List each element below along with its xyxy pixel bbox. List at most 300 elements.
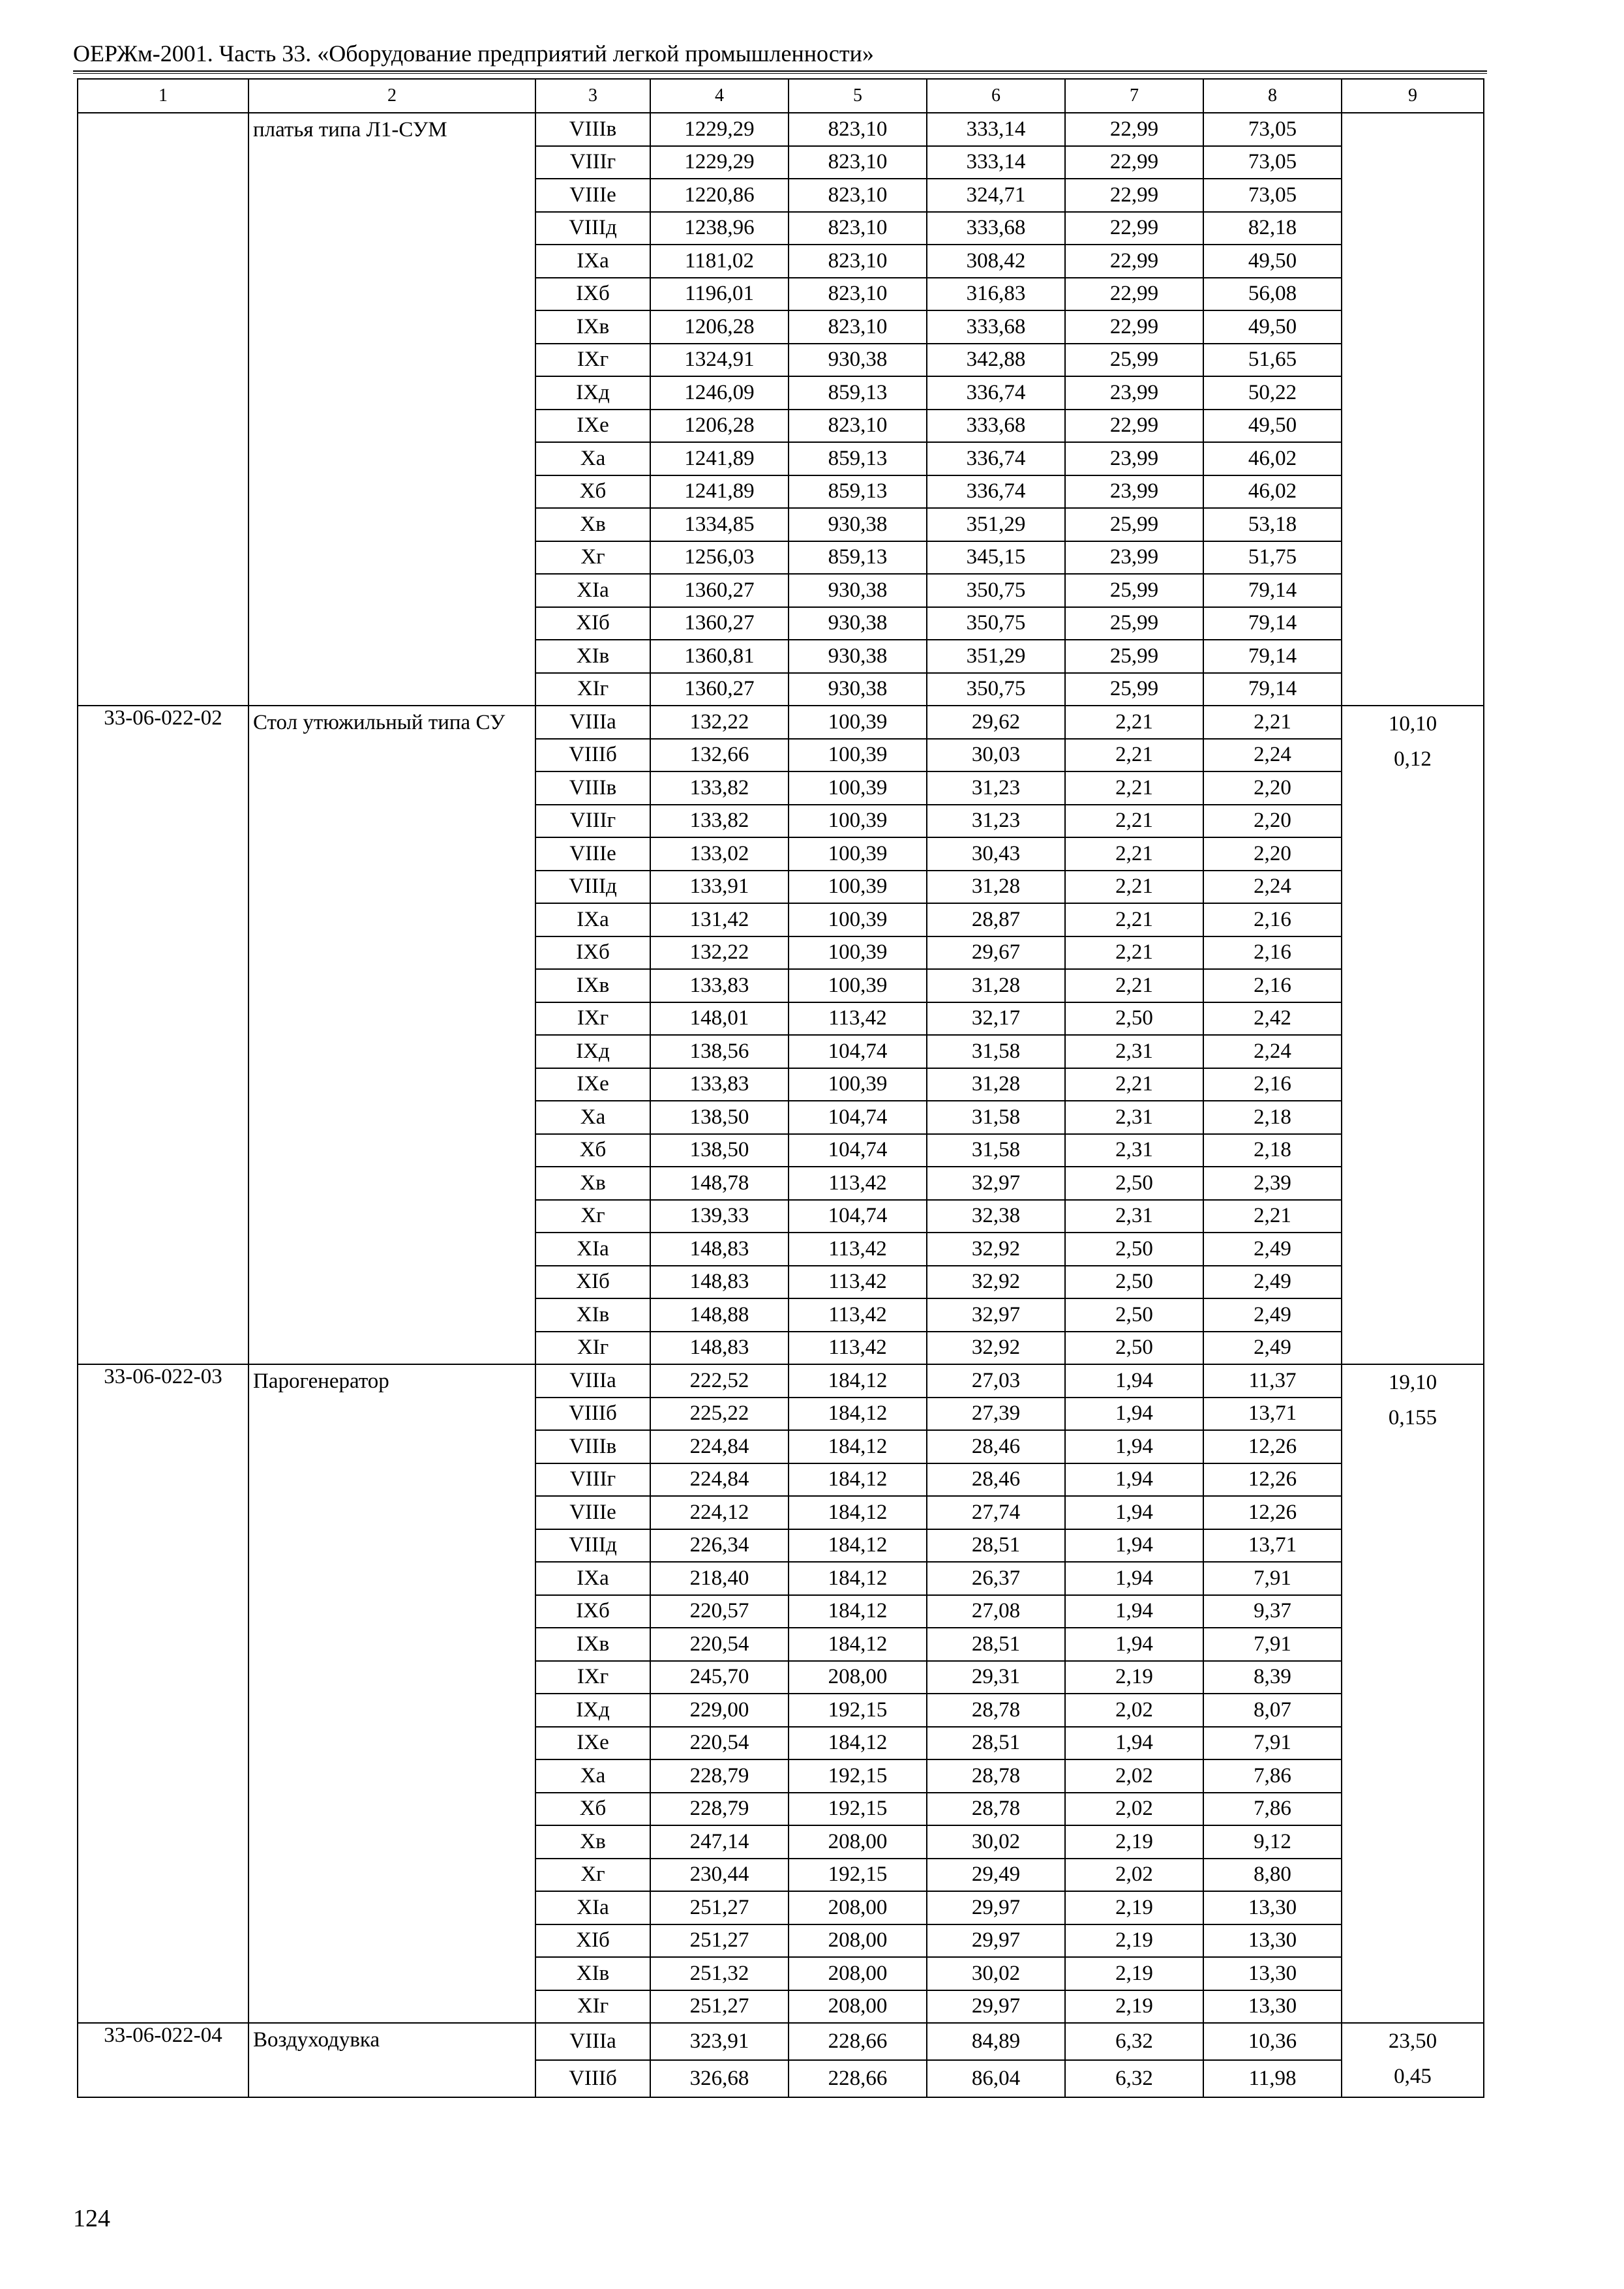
value-cell: 100,39 bbox=[789, 936, 927, 970]
value-cell: 184,12 bbox=[789, 1727, 927, 1760]
zone-cell: VIIIд bbox=[535, 212, 650, 245]
value-cell: 859,13 bbox=[789, 475, 927, 509]
zone-cell: Хг bbox=[535, 541, 650, 575]
value-cell: 2,16 bbox=[1203, 969, 1342, 1002]
value-cell: 1238,96 bbox=[650, 212, 789, 245]
value-cell: 13,30 bbox=[1203, 1891, 1342, 1924]
value-cell: 29,97 bbox=[927, 1924, 1065, 1958]
value-cell: 218,40 bbox=[650, 1562, 789, 1595]
value-cell: 342,88 bbox=[927, 344, 1065, 377]
zone-cell: ХIв bbox=[535, 1298, 650, 1332]
zone-cell: ХIа bbox=[535, 1233, 650, 1266]
value-cell: 29,67 bbox=[927, 936, 1065, 970]
zone-cell: Хб bbox=[535, 1793, 650, 1826]
value-cell: 2,02 bbox=[1065, 1759, 1203, 1793]
value-cell: 350,75 bbox=[927, 574, 1065, 607]
value-cell: 1360,27 bbox=[650, 574, 789, 607]
value-cell: 1246,09 bbox=[650, 376, 789, 410]
value-cell: 184,12 bbox=[789, 1562, 927, 1595]
value-cell: 10,36 bbox=[1203, 2023, 1342, 2060]
value-cell: 224,84 bbox=[650, 1430, 789, 1463]
value-cell: 29,97 bbox=[927, 1891, 1065, 1924]
value-cell: 7,86 bbox=[1203, 1759, 1342, 1793]
value-cell: 2,20 bbox=[1203, 805, 1342, 838]
value-cell: 11,98 bbox=[1203, 2060, 1342, 2097]
equipment-name: Воздуходувка bbox=[248, 2023, 535, 2097]
value-cell: 184,12 bbox=[789, 1398, 927, 1431]
zone-cell: VIIIе bbox=[535, 837, 650, 871]
equipment-name: Парогенератор bbox=[248, 1364, 535, 2023]
value-cell: 336,74 bbox=[927, 475, 1065, 509]
value-cell: 132,66 bbox=[650, 739, 789, 772]
value-cell: 28,78 bbox=[927, 1793, 1065, 1826]
value-cell: 1334,85 bbox=[650, 508, 789, 541]
value-cell: 84,89 bbox=[927, 2023, 1065, 2060]
value-cell: 104,74 bbox=[789, 1035, 927, 1068]
zone-cell: VIIIб bbox=[535, 2060, 650, 2097]
value-cell: 13,71 bbox=[1203, 1398, 1342, 1431]
value-cell: 56,08 bbox=[1203, 278, 1342, 311]
value-cell: 228,79 bbox=[650, 1759, 789, 1793]
zone-cell: IХг bbox=[535, 344, 650, 377]
value-cell: 2,16 bbox=[1203, 903, 1342, 936]
value-cell: 2,21 bbox=[1065, 871, 1203, 904]
zone-cell: IХа bbox=[535, 1562, 650, 1595]
value-cell: 49,50 bbox=[1203, 245, 1342, 278]
value-cell: 208,00 bbox=[789, 1990, 927, 2024]
value-cell: 113,42 bbox=[789, 1298, 927, 1332]
value-cell: 208,00 bbox=[789, 1957, 927, 1990]
value-cell: 6,32 bbox=[1065, 2060, 1203, 2097]
value-cell: 22,99 bbox=[1065, 278, 1203, 311]
value-cell: 12,26 bbox=[1203, 1463, 1342, 1497]
value-cell: 2,20 bbox=[1203, 771, 1342, 805]
value-cell: 2,31 bbox=[1065, 1200, 1203, 1233]
value-cell: 100,39 bbox=[789, 739, 927, 772]
value-cell: 1,94 bbox=[1065, 1463, 1203, 1497]
value-cell: 28,46 bbox=[927, 1430, 1065, 1463]
zone-cell: Хв bbox=[535, 508, 650, 541]
column-9-value: 19,10 bbox=[1388, 1371, 1437, 1394]
equipment-name: платья типа Л1-СУМ bbox=[248, 113, 535, 706]
value-cell: 113,42 bbox=[789, 1332, 927, 1365]
value-cell: 1,94 bbox=[1065, 1595, 1203, 1628]
value-cell: 224,84 bbox=[650, 1463, 789, 1497]
value-cell: 251,27 bbox=[650, 1924, 789, 1958]
value-cell: 2,50 bbox=[1065, 1298, 1203, 1332]
value-cell: 1229,29 bbox=[650, 113, 789, 146]
price-table bbox=[77, 78, 1484, 2098]
value-cell: 27,39 bbox=[927, 1398, 1065, 1431]
value-cell: 9,12 bbox=[1203, 1825, 1342, 1859]
value-cell: 192,15 bbox=[789, 1694, 927, 1727]
value-cell: 6,32 bbox=[1065, 2023, 1203, 2060]
zone-cell: IХг bbox=[535, 1661, 650, 1694]
zone-cell: VIIIб bbox=[535, 1398, 650, 1431]
value-cell: 2,21 bbox=[1203, 1200, 1342, 1233]
value-cell: 930,38 bbox=[789, 673, 927, 706]
value-cell: 308,42 bbox=[927, 245, 1065, 278]
value-cell: 2,24 bbox=[1203, 1035, 1342, 1068]
zone-cell: Хб bbox=[535, 1134, 650, 1167]
value-cell: 7,91 bbox=[1203, 1562, 1342, 1595]
value-cell: 25,99 bbox=[1065, 344, 1203, 377]
value-cell: 2,19 bbox=[1065, 1891, 1203, 1924]
value-cell: 100,39 bbox=[789, 771, 927, 805]
value-cell: 184,12 bbox=[789, 1496, 927, 1529]
value-cell: 2,21 bbox=[1065, 805, 1203, 838]
value-cell: 2,24 bbox=[1203, 871, 1342, 904]
zone-cell: IХд bbox=[535, 376, 650, 410]
value-cell: 79,14 bbox=[1203, 673, 1342, 706]
value-cell: 930,38 bbox=[789, 574, 927, 607]
column-9-value: 0,45 bbox=[1394, 2065, 1432, 2088]
value-cell: 29,97 bbox=[927, 1990, 1065, 2024]
value-cell: 46,02 bbox=[1203, 442, 1342, 475]
column-header: 5 bbox=[789, 79, 927, 113]
value-cell: 138,56 bbox=[650, 1035, 789, 1068]
zone-cell: Хб bbox=[535, 475, 650, 509]
zone-cell: ХIа bbox=[535, 1891, 650, 1924]
column-header: 8 bbox=[1203, 79, 1342, 113]
zone-cell: ХIб bbox=[535, 1266, 650, 1299]
value-cell: 31,28 bbox=[927, 1068, 1065, 1101]
value-cell: 2,31 bbox=[1065, 1134, 1203, 1167]
value-cell: 2,50 bbox=[1065, 1233, 1203, 1266]
value-cell: 25,99 bbox=[1065, 673, 1203, 706]
value-cell: 31,58 bbox=[927, 1035, 1065, 1068]
value-cell: 2,18 bbox=[1203, 1101, 1342, 1134]
value-cell: 100,39 bbox=[789, 1068, 927, 1101]
value-cell: 22,99 bbox=[1065, 146, 1203, 179]
value-cell: 251,32 bbox=[650, 1957, 789, 1990]
value-cell: 230,44 bbox=[650, 1859, 789, 1892]
value-cell: 1,94 bbox=[1065, 1562, 1203, 1595]
value-cell: 8,07 bbox=[1203, 1694, 1342, 1727]
value-cell: 79,14 bbox=[1203, 607, 1342, 640]
value-cell: 228,79 bbox=[650, 1793, 789, 1826]
value-cell: 1181,02 bbox=[650, 245, 789, 278]
zone-cell: Ха bbox=[535, 1101, 650, 1134]
zone-cell: IХа bbox=[535, 245, 650, 278]
value-cell: 133,82 bbox=[650, 805, 789, 838]
value-cell: 113,42 bbox=[789, 1266, 927, 1299]
value-cell: 31,28 bbox=[927, 969, 1065, 1002]
value-cell: 28,78 bbox=[927, 1759, 1065, 1793]
zone-cell: VIIIв bbox=[535, 113, 650, 146]
value-cell: 184,12 bbox=[789, 1628, 927, 1661]
value-cell: 28,46 bbox=[927, 1463, 1065, 1497]
value-cell: 139,33 bbox=[650, 1200, 789, 1233]
value-cell: 49,50 bbox=[1203, 310, 1342, 344]
resource-code: 33-06-022-03 bbox=[78, 1364, 248, 2023]
column-9-values bbox=[1342, 2023, 1484, 2097]
value-cell: 26,37 bbox=[927, 1562, 1065, 1595]
page-header-title: ОЕРЖм-2001. Часть 33. «Оборудование предприятий легкой промышленности» bbox=[73, 40, 874, 67]
zone-cell: IХв bbox=[535, 1628, 650, 1661]
value-cell: 7,86 bbox=[1203, 1793, 1342, 1826]
value-cell: 345,15 bbox=[927, 541, 1065, 575]
value-cell: 2,50 bbox=[1065, 1266, 1203, 1299]
value-cell: 1,94 bbox=[1065, 1364, 1203, 1398]
column-9-value: 23,50 bbox=[1388, 2029, 1437, 2053]
value-cell: 2,19 bbox=[1065, 1825, 1203, 1859]
value-cell: 29,31 bbox=[927, 1661, 1065, 1694]
column-header: 9 bbox=[1342, 79, 1484, 113]
value-cell: 1,94 bbox=[1065, 1496, 1203, 1529]
value-cell: 27,74 bbox=[927, 1496, 1065, 1529]
value-cell: 31,23 bbox=[927, 805, 1065, 838]
value-cell: 1241,89 bbox=[650, 442, 789, 475]
table-row bbox=[78, 113, 1484, 146]
value-cell: 31,58 bbox=[927, 1134, 1065, 1167]
value-cell: 224,12 bbox=[650, 1496, 789, 1529]
value-cell: 148,78 bbox=[650, 1167, 789, 1200]
column-header: 4 bbox=[650, 79, 789, 113]
table-body bbox=[78, 113, 1484, 2097]
value-cell: 31,58 bbox=[927, 1101, 1065, 1134]
value-cell: 50,22 bbox=[1203, 376, 1342, 410]
value-cell: 2,19 bbox=[1065, 1661, 1203, 1694]
value-cell: 113,42 bbox=[789, 1002, 927, 1036]
value-cell: 350,75 bbox=[927, 673, 1065, 706]
value-cell: 13,71 bbox=[1203, 1529, 1342, 1563]
value-cell: 336,74 bbox=[927, 376, 1065, 410]
zone-cell: VIIIд bbox=[535, 1529, 650, 1563]
value-cell: 100,39 bbox=[789, 837, 927, 871]
value-cell: 208,00 bbox=[789, 1924, 927, 1958]
value-cell: 133,83 bbox=[650, 969, 789, 1002]
value-cell: 1206,28 bbox=[650, 310, 789, 344]
value-cell: 333,14 bbox=[927, 146, 1065, 179]
value-cell: 2,21 bbox=[1065, 1068, 1203, 1101]
value-cell: 859,13 bbox=[789, 541, 927, 575]
zone-cell: Хг bbox=[535, 1859, 650, 1892]
column-header: 2 bbox=[248, 79, 535, 113]
value-cell: 1229,29 bbox=[650, 146, 789, 179]
zone-cell: ХIг bbox=[535, 1990, 650, 2024]
column-header: 6 bbox=[927, 79, 1065, 113]
value-cell: 73,05 bbox=[1203, 113, 1342, 146]
zone-cell: ХIб bbox=[535, 607, 650, 640]
zone-cell: VIIIа bbox=[535, 1364, 650, 1398]
value-cell: 208,00 bbox=[789, 1661, 927, 1694]
value-cell: 132,22 bbox=[650, 936, 789, 970]
zone-cell: VIIIг bbox=[535, 805, 650, 838]
value-cell: 148,83 bbox=[650, 1266, 789, 1299]
value-cell: 2,21 bbox=[1065, 936, 1203, 970]
value-cell: 316,83 bbox=[927, 278, 1065, 311]
zone-cell: ХIг bbox=[535, 1332, 650, 1365]
value-cell: 148,88 bbox=[650, 1298, 789, 1332]
value-cell: 2,20 bbox=[1203, 837, 1342, 871]
value-cell: 133,02 bbox=[650, 837, 789, 871]
value-cell: 1360,27 bbox=[650, 673, 789, 706]
value-cell: 2,16 bbox=[1203, 1068, 1342, 1101]
value-cell: 31,28 bbox=[927, 871, 1065, 904]
value-cell: 9,37 bbox=[1203, 1595, 1342, 1628]
value-cell: 2,50 bbox=[1065, 1332, 1203, 1365]
value-cell: 82,18 bbox=[1203, 212, 1342, 245]
value-cell: 23,99 bbox=[1065, 541, 1203, 575]
zone-cell: Хв bbox=[535, 1825, 650, 1859]
value-cell: 222,52 bbox=[650, 1364, 789, 1398]
column-9-value: 0,155 bbox=[1388, 1406, 1437, 1429]
value-cell: 823,10 bbox=[789, 410, 927, 443]
value-cell: 148,83 bbox=[650, 1233, 789, 1266]
value-cell: 2,49 bbox=[1203, 1298, 1342, 1332]
table-row bbox=[78, 2023, 1484, 2060]
value-cell: 131,42 bbox=[650, 903, 789, 936]
value-cell: 859,13 bbox=[789, 442, 927, 475]
zone-cell: VIIIа bbox=[535, 706, 650, 739]
column-9-value: 0,12 bbox=[1394, 747, 1432, 771]
value-cell: 148,01 bbox=[650, 1002, 789, 1036]
value-cell: 22,99 bbox=[1065, 212, 1203, 245]
value-cell: 323,91 bbox=[650, 2023, 789, 2060]
value-cell: 22,99 bbox=[1065, 113, 1203, 146]
value-cell: 2,31 bbox=[1065, 1035, 1203, 1068]
value-cell: 930,38 bbox=[789, 607, 927, 640]
value-cell: 2,42 bbox=[1203, 1002, 1342, 1036]
value-cell: 13,30 bbox=[1203, 1957, 1342, 1990]
value-cell: 51,75 bbox=[1203, 541, 1342, 575]
value-cell: 138,50 bbox=[650, 1134, 789, 1167]
value-cell: 2,21 bbox=[1065, 706, 1203, 739]
value-cell: 79,14 bbox=[1203, 574, 1342, 607]
value-cell: 333,68 bbox=[927, 410, 1065, 443]
column-header: 3 bbox=[535, 79, 650, 113]
value-cell: 100,39 bbox=[789, 871, 927, 904]
column-header: 7 bbox=[1065, 79, 1203, 113]
value-cell: 247,14 bbox=[650, 1825, 789, 1859]
zone-cell: IХб bbox=[535, 936, 650, 970]
value-cell: 104,74 bbox=[789, 1101, 927, 1134]
value-cell: 351,29 bbox=[927, 640, 1065, 673]
zone-cell: IХб bbox=[535, 1595, 650, 1628]
value-cell: 2,50 bbox=[1065, 1167, 1203, 1200]
value-cell: 23,99 bbox=[1065, 376, 1203, 410]
value-cell: 28,51 bbox=[927, 1727, 1065, 1760]
value-cell: 28,51 bbox=[927, 1529, 1065, 1563]
zone-cell: IХа bbox=[535, 903, 650, 936]
value-cell: 28,51 bbox=[927, 1628, 1065, 1661]
value-cell: 1,94 bbox=[1065, 1430, 1203, 1463]
value-cell: 12,26 bbox=[1203, 1430, 1342, 1463]
zone-cell: VIIIд bbox=[535, 871, 650, 904]
value-cell: 336,74 bbox=[927, 442, 1065, 475]
value-cell: 30,02 bbox=[927, 1825, 1065, 1859]
value-cell: 333,14 bbox=[927, 113, 1065, 146]
zone-cell: IХв bbox=[535, 969, 650, 1002]
value-cell: 113,42 bbox=[789, 1167, 927, 1200]
value-cell: 73,05 bbox=[1203, 179, 1342, 212]
value-cell: 28,87 bbox=[927, 903, 1065, 936]
value-cell: 31,23 bbox=[927, 771, 1065, 805]
value-cell: 133,82 bbox=[650, 771, 789, 805]
value-cell: 27,03 bbox=[927, 1364, 1065, 1398]
value-cell: 2,21 bbox=[1065, 739, 1203, 772]
zone-cell: IХе bbox=[535, 410, 650, 443]
value-cell: 2,02 bbox=[1065, 1859, 1203, 1892]
resource-code: 33-06-022-04 bbox=[78, 2023, 248, 2097]
value-cell: 192,15 bbox=[789, 1759, 927, 1793]
value-cell: 2,18 bbox=[1203, 1134, 1342, 1167]
value-cell: 184,12 bbox=[789, 1529, 927, 1563]
value-cell: 1324,91 bbox=[650, 344, 789, 377]
value-cell: 11,37 bbox=[1203, 1364, 1342, 1398]
zone-cell: ХIв bbox=[535, 1957, 650, 1990]
value-cell: 100,39 bbox=[789, 903, 927, 936]
value-cell: 1196,01 bbox=[650, 278, 789, 311]
value-cell: 51,65 bbox=[1203, 344, 1342, 377]
value-cell: 1360,81 bbox=[650, 640, 789, 673]
value-cell: 113,42 bbox=[789, 1233, 927, 1266]
value-cell: 148,83 bbox=[650, 1332, 789, 1365]
value-cell: 184,12 bbox=[789, 1595, 927, 1628]
value-cell: 73,05 bbox=[1203, 146, 1342, 179]
value-cell: 104,74 bbox=[789, 1200, 927, 1233]
value-cell: 1,94 bbox=[1065, 1398, 1203, 1431]
value-cell: 251,27 bbox=[650, 1990, 789, 2024]
zone-cell: Ха bbox=[535, 1759, 650, 1793]
value-cell: 46,02 bbox=[1203, 475, 1342, 509]
value-cell: 192,15 bbox=[789, 1793, 927, 1826]
value-cell: 823,10 bbox=[789, 146, 927, 179]
value-cell: 2,49 bbox=[1203, 1266, 1342, 1299]
value-cell: 326,68 bbox=[650, 2060, 789, 2097]
value-cell: 133,91 bbox=[650, 871, 789, 904]
zone-cell: VIIIг bbox=[535, 146, 650, 179]
value-cell: 86,04 bbox=[927, 2060, 1065, 2097]
value-cell: 32,92 bbox=[927, 1266, 1065, 1299]
column-number-row bbox=[78, 79, 1484, 113]
value-cell: 228,66 bbox=[789, 2060, 927, 2097]
value-cell: 22,99 bbox=[1065, 179, 1203, 212]
zone-cell: VIIIв bbox=[535, 771, 650, 805]
value-cell: 184,12 bbox=[789, 1430, 927, 1463]
column-9-values bbox=[1342, 1364, 1484, 2023]
value-cell: 1241,89 bbox=[650, 475, 789, 509]
value-cell: 823,10 bbox=[789, 278, 927, 311]
value-cell: 30,43 bbox=[927, 837, 1065, 871]
zone-cell: Ха bbox=[535, 442, 650, 475]
zone-cell: VIIIб bbox=[535, 739, 650, 772]
value-cell: 29,62 bbox=[927, 706, 1065, 739]
zone-cell: IХб bbox=[535, 278, 650, 311]
table-row bbox=[78, 1364, 1484, 1398]
value-cell: 225,22 bbox=[650, 1398, 789, 1431]
value-cell: 32,17 bbox=[927, 1002, 1065, 1036]
value-cell: 138,50 bbox=[650, 1101, 789, 1134]
zone-cell: Хв bbox=[535, 1167, 650, 1200]
value-cell: 133,83 bbox=[650, 1068, 789, 1101]
value-cell: 7,91 bbox=[1203, 1727, 1342, 1760]
value-cell: 2,24 bbox=[1203, 739, 1342, 772]
value-cell: 32,38 bbox=[927, 1200, 1065, 1233]
value-cell: 32,92 bbox=[927, 1233, 1065, 1266]
value-cell: 8,80 bbox=[1203, 1859, 1342, 1892]
value-cell: 228,66 bbox=[789, 2023, 927, 2060]
value-cell: 8,39 bbox=[1203, 1661, 1342, 1694]
zone-cell: IХд bbox=[535, 1694, 650, 1727]
value-cell: 823,10 bbox=[789, 212, 927, 245]
value-cell: 132,22 bbox=[650, 706, 789, 739]
value-cell: 930,38 bbox=[789, 640, 927, 673]
zone-cell: IХе bbox=[535, 1068, 650, 1101]
value-cell: 32,97 bbox=[927, 1167, 1065, 1200]
value-cell: 333,68 bbox=[927, 212, 1065, 245]
